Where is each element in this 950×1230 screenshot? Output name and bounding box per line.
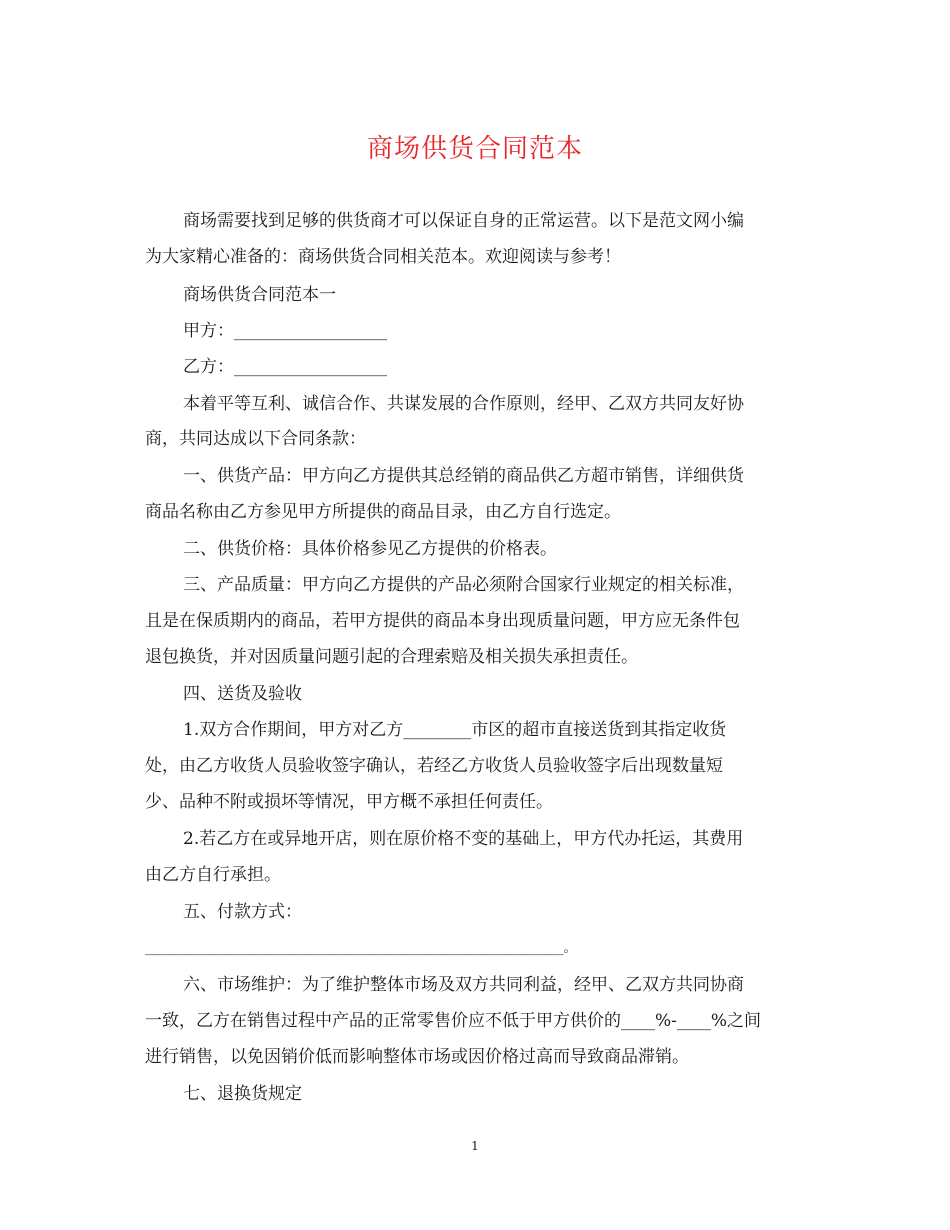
document-title: 商场供货合同范本 [366, 134, 583, 164]
section-heading: 四、送货及验收 [183, 684, 302, 704]
section-heading: 商场供货合同范本一 [183, 285, 336, 305]
paragraph-line: 为大家精心准备的：商场供货合同相关范本。欢迎阅读与参考！ [145, 247, 621, 267]
paragraph-line: 退包换货，并对因质量问题引起的合理索赔及相关损失承担责任。 [145, 647, 638, 667]
paragraph-line: 本着平等互利、诚信合作、共谋发展的合作原则，经甲、乙双方共同友好协 [183, 394, 744, 414]
paragraph-line: 商品名称由乙方参见甲方所提供的商品目录，由乙方自行选定。 [145, 502, 621, 522]
paragraph-line: 三、产品质量：甲方向乙方提供的产品必须附合国家行业规定的相关标准， [183, 575, 744, 595]
party-b-field: 乙方：__________________ [183, 357, 387, 377]
paragraph-line: 一致，乙方在销售过程中产品的正常零售价应不低于甲方供价的____%-____%之间 [145, 1011, 762, 1031]
section-heading: 七、退换货规定 [183, 1084, 302, 1104]
payment-blank: ______________________________________________________________。 [145, 940, 577, 956]
paragraph-line: 1.双方合作期间，甲方对乙方________市区的超市直接送货到其指定收货 [183, 720, 727, 740]
paragraph-line: 一、供货产品：甲方向乙方提供其总经销的商品供乙方超市销售，详细供货 [183, 466, 744, 486]
paragraph-line: 且是在保质期内的商品，若甲方提供的商品本身出现质量问题，甲方应无条件包 [145, 611, 740, 631]
paragraph-line: 商，共同达成以下合同条款： [145, 429, 366, 449]
paragraph-line: 六、市场维护：为了维护整体市场及双方共同利益，经甲、乙双方共同协商 [183, 975, 744, 995]
paragraph-line: 商场需要找到足够的供货商才可以保证自身的正常运营。以下是范文网小编 [183, 211, 744, 231]
paragraph-line: 由乙方自行承担。 [145, 865, 281, 885]
paragraph-line: 2.若乙方在或异地开店，则在原价格不变的基础上，甲方代办托运，其费用 [183, 829, 744, 849]
party-a-field: 甲方：__________________ [183, 321, 387, 341]
paragraph-line: 二、供货价格：具体价格参见乙方提供的价格表。 [183, 539, 557, 559]
paragraph-line: 少、品种不附或损坏等情况，甲方概不承担任何责任。 [145, 792, 553, 812]
page-number: 1 [471, 1139, 479, 1153]
paragraph-line: 处，由乙方收货人员验收签字确认，若经乙方收货人员验收签字后出现数量短 [145, 756, 723, 776]
section-heading: 五、付款方式： [183, 902, 302, 922]
paragraph-line: 进行销售，以免因销价低而影响整体市场或因价格过高而导致商品滞销。 [145, 1047, 689, 1067]
